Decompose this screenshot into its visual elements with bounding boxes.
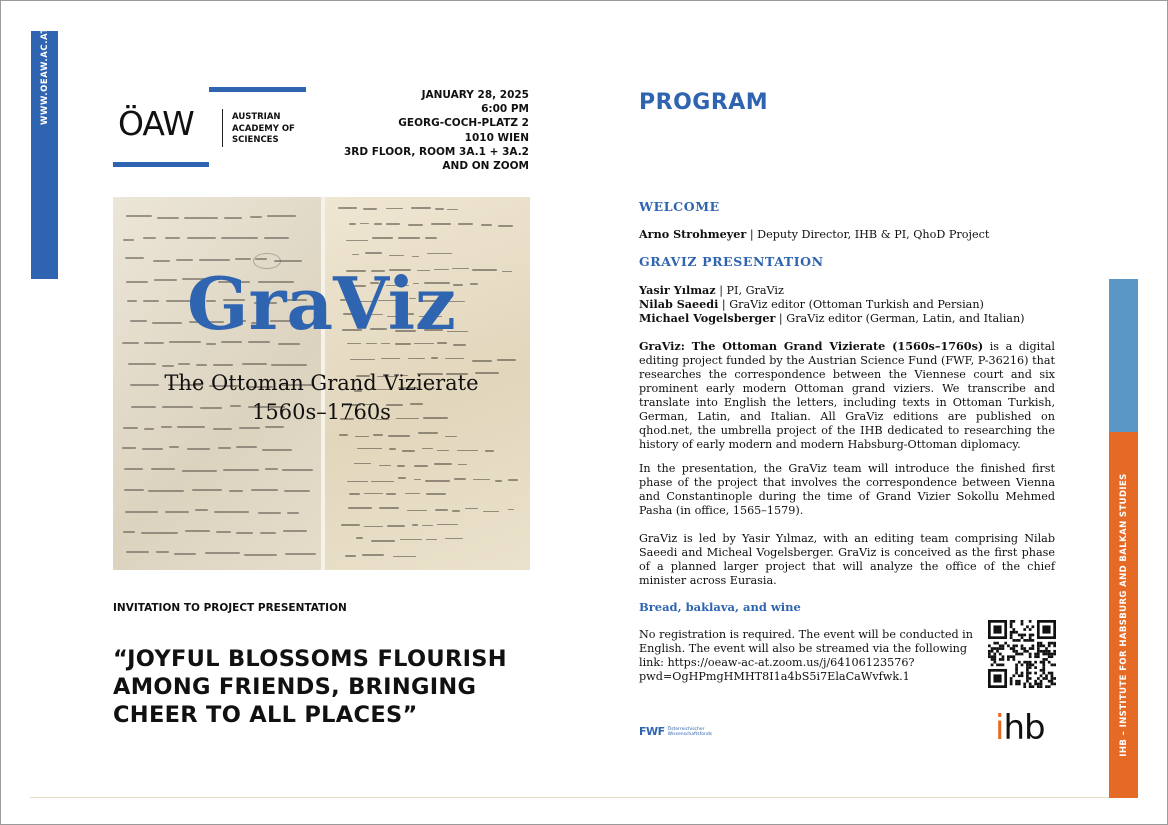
oeaw-logo-subtitle — [232, 112, 295, 147]
speaker-role: | Deputy Director, IHB & PI, QhoD Project — [746, 228, 990, 241]
fwf-subtitle — [668, 727, 712, 737]
presentation-heading: GRAVIZ PRESENTATION — [639, 254, 824, 269]
graviz-subtitle — [113, 369, 530, 427]
logo-sub-line: ACADEMY OF — [232, 123, 295, 134]
event-street: GEORG-COCH-PLATZ 2 — [398, 117, 529, 130]
welcome-speaker — [639, 227, 989, 242]
url-side-band — [31, 26, 58, 279]
logo-sub-line: AUSTRIAN — [232, 112, 281, 122]
quote-line: AMONG FRIENDS, BRINGING — [113, 674, 477, 700]
side-band-blue — [1109, 279, 1138, 432]
event-time: 6:00 PM — [481, 103, 529, 116]
quote-line: “JOYFUL BLOSSOMS FLOURISH — [113, 646, 507, 672]
logo-sub-line: SCIENCES — [232, 135, 279, 145]
presenter-role: | GraViz editor (German, Latin, and Italian) — [775, 312, 1025, 325]
fwf-subtitle-line: Österreichischer — [667, 726, 705, 732]
motto-quote — [113, 645, 533, 729]
logo-bar-bottom — [113, 162, 209, 167]
logo-divider — [222, 109, 223, 147]
side-band-orange — [1109, 432, 1138, 798]
registration-note[interactable]: No registration is required. The event will be conducted in English. The event will also be streamed via the following link: https://oeaw-ac-at.zoom.us/j/64106123576?pwd=OgHPmgHMHT8I1a4bS5i7ElaCaWvfwk.1 — [639, 628, 973, 683]
refreshments-note: Bread, baklava, and wine — [639, 600, 801, 614]
presenter-name: Michael Vogelsberger — [639, 311, 776, 325]
presenter-row — [639, 283, 784, 298]
subtitle-line-1: The Ottoman Grand Vizierate — [164, 371, 479, 395]
graviz-title: GraViz — [187, 261, 456, 346]
ihb-logo-i: i — [995, 708, 1004, 748]
speaker-name: Arno Strohmeyer — [639, 227, 747, 241]
program-title: PROGRAM — [639, 90, 769, 115]
ihb-logo — [995, 708, 1045, 748]
subtitle-line-2: 1560s–1760s — [252, 400, 391, 424]
project-description — [639, 339, 1055, 452]
event-city: 1010 WIEN — [464, 131, 529, 144]
bottom-rule — [30, 797, 1138, 798]
event-room: 3RD FLOOR, ROOM 3A.1 + 3A.2 — [343, 145, 529, 158]
presenter-name: Nilab Saeedi — [639, 297, 719, 311]
oeaw-logo-wordmark: ÖAW — [118, 104, 194, 143]
presenter-role: | GraViz editor (Ottoman Turkish and Persian) — [718, 298, 984, 311]
fwf-wordmark: FWF — [639, 725, 665, 738]
manuscript-image — [113, 197, 530, 570]
institute-name: IHB – INSTITUTE FOR HABSBURG AND BALKAN STUDIES — [1118, 473, 1129, 757]
event-zoom: AND ON ZOOM — [442, 160, 529, 173]
website-url[interactable]: WWW.OEAW.AC.AT — [39, 26, 50, 125]
presenter-name: Yasir Yılmaz — [639, 283, 716, 297]
project-name: GraViz: The Ottoman Grand Vizierate (1560s–1760s) — [639, 339, 984, 353]
team-description: GraViz is led by Yasir Yılmaz, with an editing team comprising Nilab Saeedi and Micheal Vogelsberger. GraViz is conceived as the first phase of a planned larger project that will analyze the office of the chief minister across Eurasia. — [639, 532, 1055, 587]
invitation-label: INVITATION TO PROJECT PRESENTATION — [113, 602, 347, 614]
presenter-role: | PI, GraViz — [715, 284, 784, 297]
project-description-text: is a digital editing project funded by the Austrian Science Fund (FWF, P-36216) that researches the correspondence between the Viennese court and six prominent early modern Ottoman grand viziers. We transcribe and translate into English the letters, including texts in Ottoman Turkish, German, Latin, and Italian. All GraViz editions are published on qhod.net, the umbrella project of the IHB dedicated to researching the history of early modern and modern Habsburg-Ottoman diplomacy. — [639, 340, 1055, 451]
qr-code-icon[interactable] — [988, 620, 1056, 688]
logo-bar-top — [209, 87, 306, 92]
welcome-heading: WELCOME — [639, 199, 720, 214]
fwf-logo — [639, 725, 712, 738]
event-details — [344, 88, 529, 173]
presenter-row — [639, 311, 1025, 326]
ihb-logo-hb: hb — [1003, 708, 1045, 748]
quote-line: CHEER TO ALL PLACES” — [113, 702, 418, 728]
event-date: JANUARY 28, 2025 — [421, 89, 529, 101]
presentation-description: In the presentation, the GraViz team will introduce the finished first phase of the project that involves the correspondence between Vienna and Constantinople during the time of Grand Vizier Sokollu Mehmed Pasha (in office, 1565–1579). — [639, 462, 1055, 517]
presenter-row — [639, 297, 984, 312]
fwf-subtitle-line: Wissenschaftsfonds — [667, 731, 713, 737]
